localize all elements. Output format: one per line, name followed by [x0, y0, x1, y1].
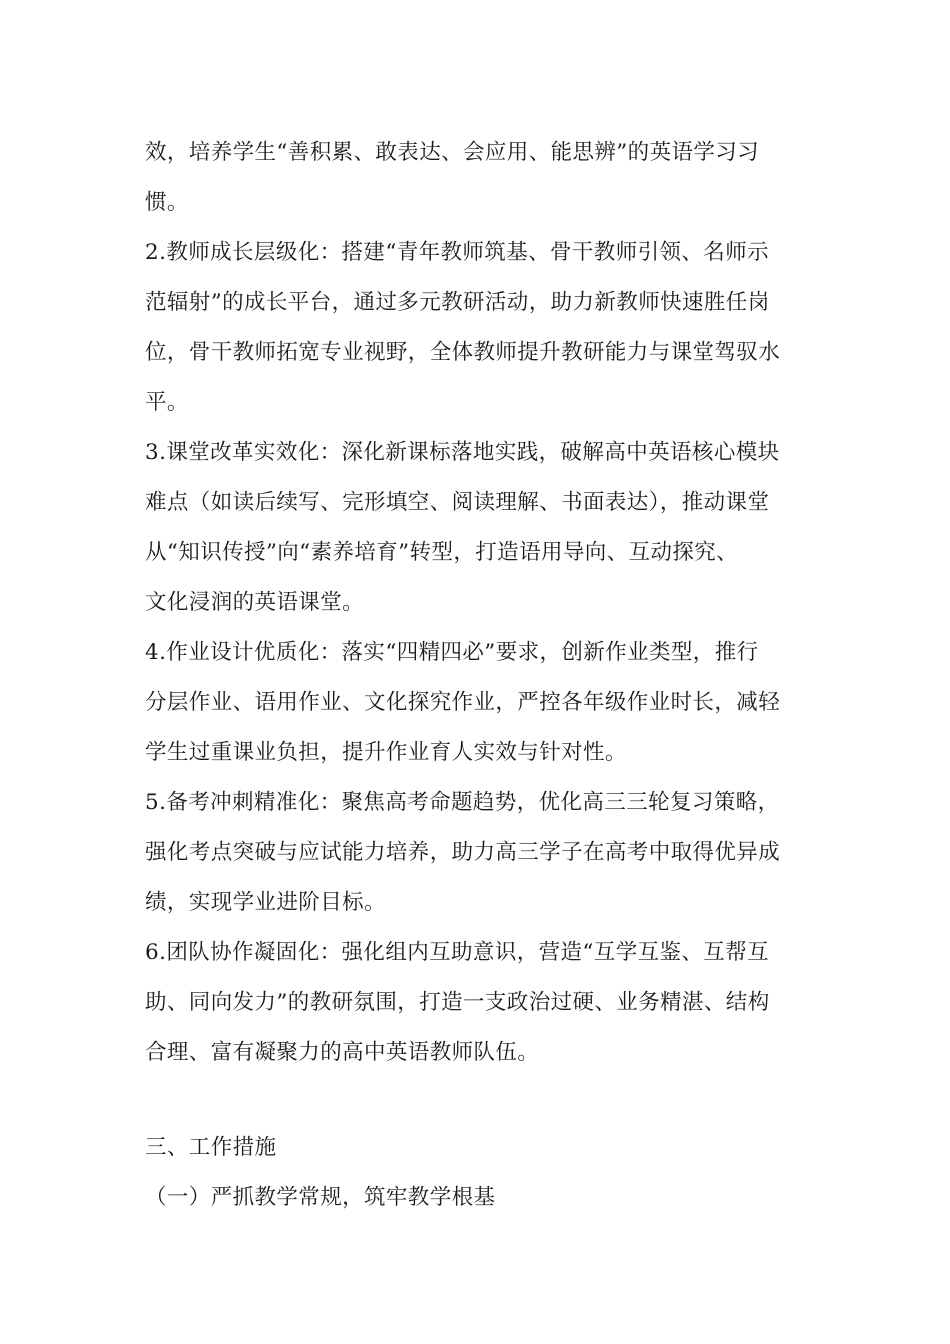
body-text-line: 文化浸润的英语课堂。: [145, 590, 365, 615]
body-text-line: 绩，实现学业进阶目标。: [145, 890, 386, 915]
body-text-line: 难点（如读后续写、完形填空、阅读理解、书面表达），推动课堂: [145, 490, 770, 515]
body-text-line: 从“知识传授”向“素养培育”转型，打造语用导向、互动探究、: [145, 540, 739, 565]
body-text-line: 合理、富有凝聚力的高中英语教师队伍。: [145, 1040, 540, 1065]
goal-3-line: 3.课堂改革实效化：深化新课标落地实践，破解高中英语核心模块: [145, 440, 780, 465]
body-text-line: 效，培养学生“善积累、敢表达、会应用、能思辨”的英语学习习: [145, 140, 760, 165]
body-text-line: 强化考点突破与应试能力培养，助力高三学子在高考中取得优异成: [145, 840, 781, 865]
goal-2-line: 2.教师成长层级化：搭建“青年教师筑基、骨干教师引领、名师示: [145, 240, 770, 265]
body-text-line: 惯。: [145, 190, 189, 215]
body-text-line: 范辐射”的成长平台，通过多元教研活动，助力新教师快速胜任岗: [145, 290, 770, 315]
goal-6-line: 6.团队协作凝固化：强化组内互助意识，营造“互学互鉴、互帮互: [145, 940, 770, 965]
body-text-line: 位，骨干教师拓宽专业视野，全体教师提升教研能力与课堂驾驭水: [145, 340, 781, 365]
goal-4-line: 4.作业设计优质化：落实“四精四必”要求，创新作业类型，推行: [145, 640, 759, 665]
body-text-line: 助、同向发力”的教研氛围，打造一支政治过硬、业务精湛、结构: [145, 990, 770, 1015]
body-text-line: 学生过重课业负担，提升作业育人实效与针对性。: [145, 740, 627, 765]
goal-5-line: 5.备考冲刺精准化：聚焦高考命题趋势，优化高三三轮复习策略，: [145, 790, 780, 815]
body-text-line: 分层作业、语用作业、文化探究作业，严控各年级作业时长，减轻: [145, 690, 781, 715]
body-text-line: 平。: [145, 390, 189, 415]
subsection-heading: （一）严抓教学常规，筑牢教学根基: [145, 1185, 496, 1210]
section-heading: 三、工作措施: [145, 1135, 277, 1160]
